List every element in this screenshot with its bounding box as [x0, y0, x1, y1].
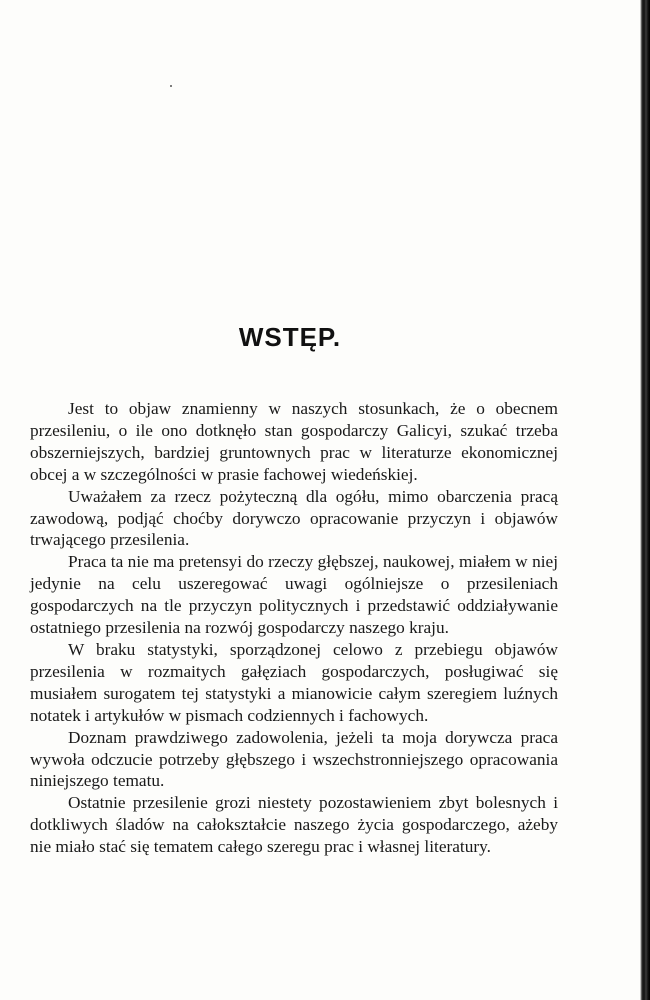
- paragraph: Jest to objaw znamienny w naszych stosunkach, że o obecnem przesileniu, o ile ono dotknęło stan gospodarczy Galicyi, szukać trzeba obszerniejszych, bardziej gruntownych prac w literaturze ekonomicznej obcej a w szczególności w prasie fachowej wiedeńskiej.: [30, 399, 558, 484]
- paragraph: W braku statystyki, sporządzonej celowo z przebiegu objawów przesilenia w rozmaitych gałęziach gospodarczych, posługiwać się musiałem surogatem tej statystyki a mianowicie całym szeregiem luźnych notatek i artykułów w pismach codziennych i fachowych.: [30, 639, 558, 725]
- page-title: WSTĘP.: [238, 322, 342, 352]
- paragraph: Ostatnie przesilenie grozi niestety pozostawieniem zbyt bolesnych i dotkliwych śladów na całokształcie naszego życia gospodarczego, ażeby nie miało stać się tematem całego szeregu prac i własnej literatury.: [30, 793, 558, 857]
- paragraph: Doznam prawdziwego zadowolenia, jeżeli ta moja dorywcza praca wywoła odczucie potrzeby głębszego i wszechstronniejszego opracowania niniejszego tematu.: [30, 727, 558, 791]
- body-text: [30, 398, 558, 858]
- paragraph: Praca ta nie ma pretensyi do rzeczy głębszej, naukowej, miałem w niej jedynie na celu uszeregować uwagi ogólniejsze o przesileniach gospodarczych na tle przyczyn politycznych i przedstawić oddziaływanie ostatniego przesilenia na rozwój gospodarczy naszego kraju.: [30, 552, 558, 638]
- scan-speck: [170, 85, 172, 87]
- page-binding-edge: [630, 0, 650, 1000]
- paragraph: Uważałem za rzecz pożyteczną dla ogółu, mimo obarczenia pracą zawodową, podjąć choćby dorywczo opracowanie przyczyn i objawów trwającego przesilenia.: [30, 486, 558, 550]
